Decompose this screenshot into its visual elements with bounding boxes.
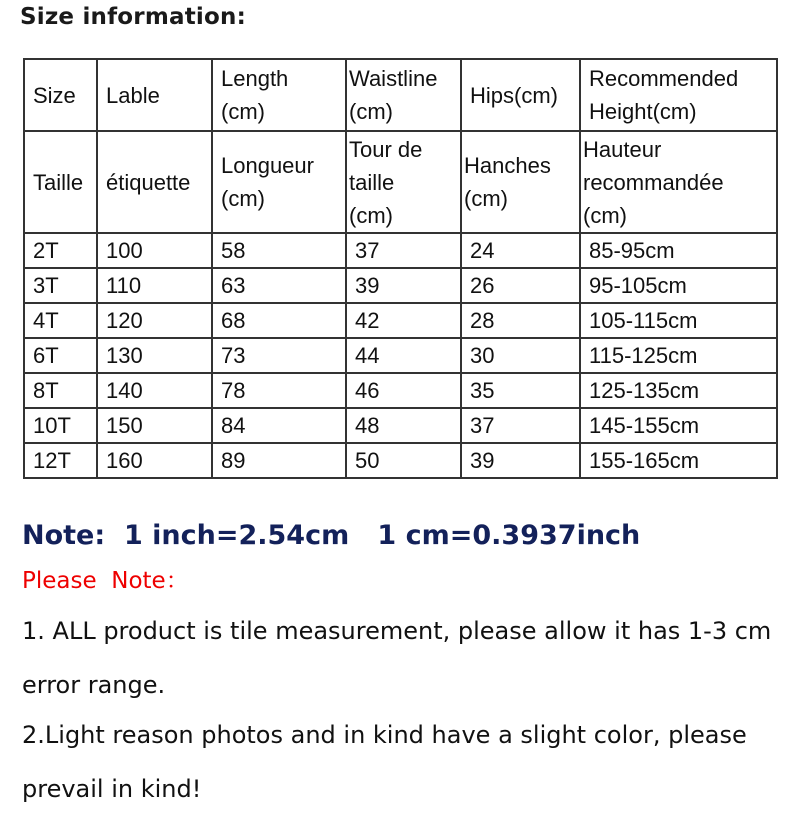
header-cell: [346, 131, 461, 233]
header-hanches: Hanches (cm): [464, 153, 551, 211]
header-length: Length (cm): [221, 66, 289, 124]
table-cell: 26: [461, 268, 580, 303]
table-row: [24, 268, 777, 303]
table-cell: 115-125cm: [580, 338, 777, 373]
table-cell: 44: [346, 338, 461, 373]
table-row: [24, 443, 777, 478]
table-cell: 95-105cm: [580, 268, 777, 303]
page-title: Size information:: [20, 4, 246, 30]
table-cell: 110: [97, 268, 212, 303]
table-cell: 145-155cm: [580, 408, 777, 443]
table-cell: 3T: [24, 268, 97, 303]
header-cell: [461, 59, 580, 131]
table-cell: 89: [212, 443, 346, 478]
table-cell: 24: [461, 233, 580, 268]
table-cell: 4T: [24, 303, 97, 338]
table-cell: 46: [346, 373, 461, 408]
table-cell: 84: [212, 408, 346, 443]
table-row: [24, 373, 777, 408]
header-cell: [97, 131, 212, 233]
header-longueur: Longueur (cm): [221, 153, 314, 211]
header-hips: Hips(cm): [470, 82, 558, 108]
table-cell: 39: [461, 443, 580, 478]
table-cell: 39: [346, 268, 461, 303]
table-cell: 42: [346, 303, 461, 338]
table-cell: 37: [346, 233, 461, 268]
table-cell: 150: [97, 408, 212, 443]
header-cell: [24, 131, 97, 233]
header-cell: [461, 131, 580, 233]
header-cell: [580, 131, 777, 233]
header-hauteur-recommandee: Hauteur recommandée (cm): [583, 136, 724, 228]
table-cell: 125-135cm: [580, 373, 777, 408]
size-table: [23, 58, 778, 479]
header-waistline: Waistline (cm): [349, 66, 438, 124]
table-cell: 2T: [24, 233, 97, 268]
table-cell: 140: [97, 373, 212, 408]
color-note: 2.Light reason photos and in kind have a slight color, please prevail in kind!: [22, 721, 747, 803]
table-cell: 73: [212, 338, 346, 373]
table-cell: 8T: [24, 373, 97, 408]
table-cell: 160: [97, 443, 212, 478]
table-cell: 105-115cm: [580, 303, 777, 338]
header-etiquette: étiquette: [106, 169, 191, 195]
header-cell: [580, 59, 777, 131]
unit-conversion-note: Note: 1 inch=2.54cm 1 cm=0.3937inch: [22, 520, 641, 551]
table-row: [24, 303, 777, 338]
header-tour-de-taille: Tour de taille (cm): [349, 136, 423, 228]
table-cell: 37: [461, 408, 580, 443]
table-cell: 12T: [24, 443, 97, 478]
table-row: [24, 233, 777, 268]
table-cell: 48: [346, 408, 461, 443]
table-cell: 6T: [24, 338, 97, 373]
table-cell: 63: [212, 268, 346, 303]
table-row: [24, 408, 777, 443]
table-cell: 50: [346, 443, 461, 478]
measurement-note: 1. ALL product is tile measurement, please allow it has 1-3 cm error range.: [22, 617, 772, 699]
header-cell: [97, 59, 212, 131]
table-cell: 85-95cm: [580, 233, 777, 268]
table-cell: 130: [97, 338, 212, 373]
table-cell: 100: [97, 233, 212, 268]
table-cell: 68: [212, 303, 346, 338]
table-cell: 120: [97, 303, 212, 338]
header-size: Size: [33, 82, 76, 108]
please-note-heading: Please Note：: [22, 568, 189, 594]
table-cell: 10T: [24, 408, 97, 443]
header-label: Lable: [106, 82, 160, 108]
header-cell: [24, 59, 97, 131]
header-cell: [212, 59, 346, 131]
table-cell: 78: [212, 373, 346, 408]
table-header-english: [24, 59, 777, 131]
table-cell: 35: [461, 373, 580, 408]
header-cell: [212, 131, 346, 233]
header-taille: Taille: [33, 169, 84, 195]
table-header-french: [24, 131, 777, 233]
table-cell: 155-165cm: [580, 443, 777, 478]
header-cell: [346, 59, 461, 131]
table-row: [24, 338, 777, 373]
table-cell: 58: [212, 233, 346, 268]
table-cell: 28: [461, 303, 580, 338]
header-recommended-height: Recommended Height(cm): [589, 66, 739, 124]
table-cell: 30: [461, 338, 580, 373]
